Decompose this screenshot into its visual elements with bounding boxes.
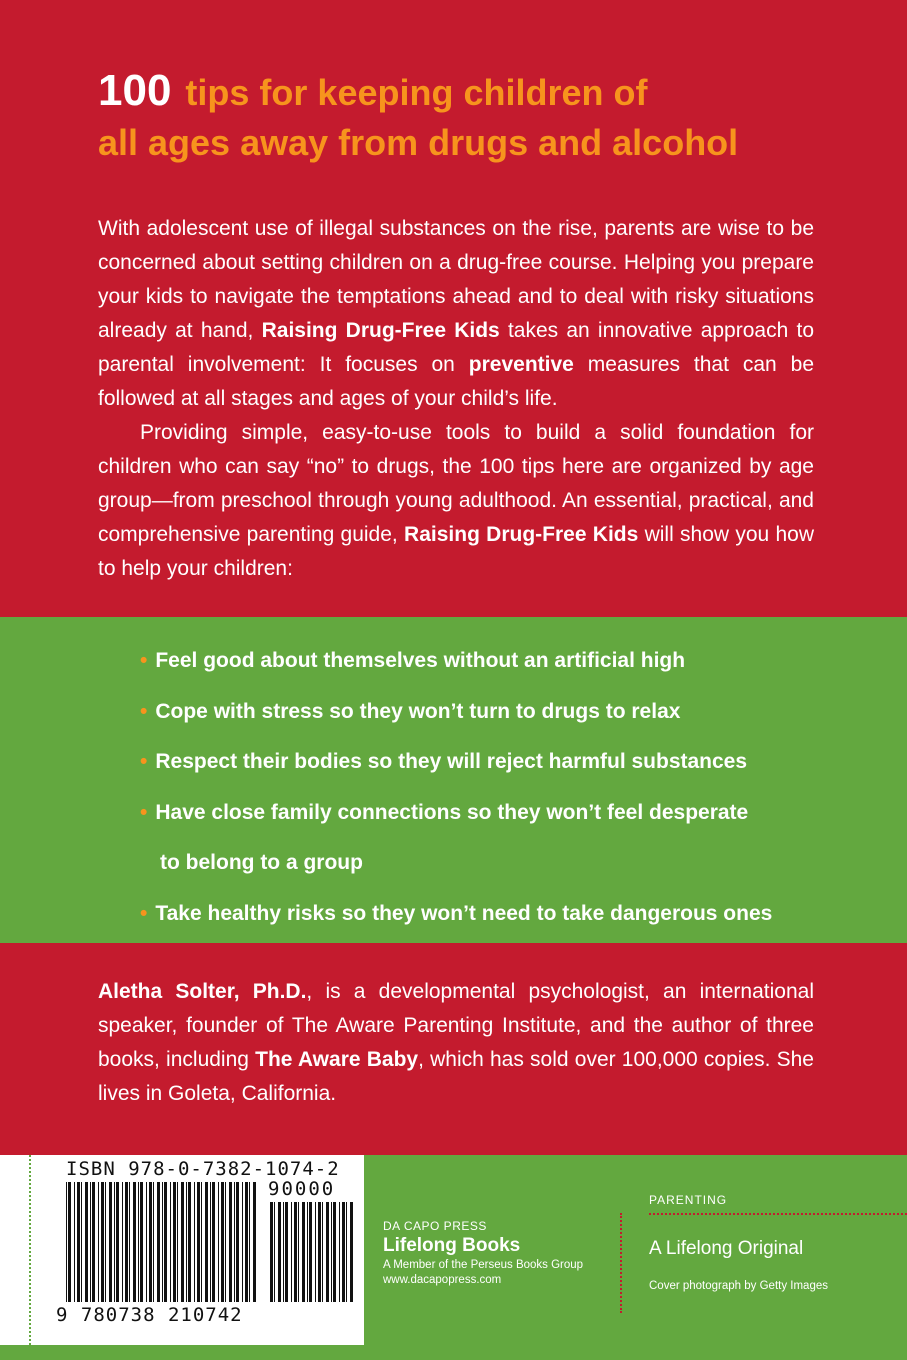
category-divider: [649, 1213, 907, 1215]
barcode-bar: [291, 1202, 292, 1302]
barcode-bar: [138, 1182, 139, 1302]
barcode-bar: [197, 1182, 200, 1302]
barcode-bar: [74, 1182, 75, 1302]
barcode-bar: [194, 1182, 195, 1302]
barcode-bar: [253, 1182, 256, 1302]
barcode-bar: [249, 1182, 250, 1302]
barcode-bar: [229, 1182, 232, 1302]
headline-line2: all ages away from drugs and alcohol: [98, 122, 739, 163]
barcode-bar: [285, 1202, 288, 1302]
barcode-bar: [109, 1182, 112, 1302]
list-item: [140, 737, 840, 788]
barcode-bar: [129, 1182, 130, 1302]
barcode-bar: [177, 1182, 178, 1302]
list-item-text: Respect their bodies so they will reject harmful substances: [155, 750, 748, 773]
publisher-group: A Member of the Perseus Books Group: [383, 1259, 584, 1271]
headline-number: 100: [98, 66, 172, 115]
barcode-bar: [92, 1182, 95, 1302]
barcode-bar: [212, 1182, 215, 1302]
intro-p1-text-a: With adolescent use of illegal substances on the rise, parents are wise to be concerned about setting children on a drug-free course. Helping you prepare your kids to navigate the temptations ahead and to deal with risky situations already at hand,: [98, 217, 814, 342]
barcode-bar: [122, 1182, 123, 1302]
bullet-icon: •: [140, 750, 148, 773]
barcode-bar: [339, 1202, 340, 1302]
bullet-icon: •: [140, 649, 148, 672]
barcode-bar: [294, 1202, 297, 1302]
addon-barcode: [270, 1202, 356, 1302]
barcode-bar: [170, 1182, 171, 1302]
barcode-bar: [350, 1202, 353, 1302]
barcode-bar: [302, 1202, 305, 1302]
barcode-bar: [125, 1182, 128, 1302]
barcode-bar: [81, 1182, 82, 1302]
bullet-icon: •: [140, 901, 148, 925]
barcode-bar: [234, 1182, 235, 1302]
bullet-icon: •: [140, 699, 148, 723]
list-item-text: Have close family connections so they won’t feel desperate: [155, 800, 749, 824]
list-item: [140, 687, 840, 738]
barcode-bar: [116, 1182, 119, 1302]
bullet-icon: •: [140, 800, 148, 824]
bio-text-a: , is a developmental psychologist, an international speaker, founder of The Aware Parenting Institute, and the author of three books, including: [98, 980, 814, 1071]
barcode-bar: [66, 1182, 67, 1302]
barcode-bar: [283, 1202, 284, 1302]
ean-digits: 9 780738 210742: [56, 1304, 243, 1326]
list-item-text: Cope with stress so they won’t turn to drugs to relax: [155, 699, 681, 723]
barcode-bar: [270, 1202, 273, 1302]
barcode-bar: [298, 1202, 299, 1302]
barcode-bar: [90, 1182, 91, 1302]
vertical-divider: [620, 1213, 622, 1313]
author-name: Aletha Solter, Ph.D.: [98, 980, 307, 1003]
barcode-bar: [68, 1182, 71, 1302]
barcode-bar: [225, 1182, 226, 1302]
barcode-bar: [236, 1182, 239, 1302]
price-code: 90000: [268, 1178, 336, 1200]
intro-paragraph-2: [98, 416, 814, 586]
barcode-bar: [309, 1202, 312, 1302]
barcode-bar: [105, 1182, 106, 1302]
intro-p2-text-a: Providing simple, easy-to-use tools to build a solid foundation for children who can say “no” to drugs, the 100 tips here are organized by age group—from preschool through young adulthood. An essential, practical, and comprehensive parenting guide,: [98, 421, 814, 546]
barcode-bar: [318, 1202, 321, 1302]
barcode-bar: [149, 1182, 152, 1302]
series-label: A Lifelong Original: [649, 1238, 804, 1259]
barcode-bar: [146, 1182, 147, 1302]
isbn-label: ISBN 978-0-7382-1074-2: [66, 1158, 340, 1180]
barcode-bar: [326, 1202, 329, 1302]
book-title: Raising Drug-Free Kids: [261, 319, 500, 342]
barcode-bar: [114, 1182, 115, 1302]
barcode-bar: [342, 1202, 345, 1302]
photo-credit: Cover photograph by Getty Images: [649, 1280, 828, 1292]
list-item-text: Feel good about themselves without an artificial high: [155, 649, 686, 672]
barcode-bar: [221, 1182, 224, 1302]
barcode-bar: [77, 1182, 80, 1302]
barcode-bar: [133, 1182, 136, 1302]
barcode-bar: [201, 1182, 202, 1302]
ean-barcode: [66, 1182, 258, 1302]
publisher-website: www.dacapopress.com: [383, 1274, 502, 1286]
barcode-bar: [315, 1202, 316, 1302]
bio-text-b: , which has sold over 100,000 copies. She lives in Goleta, California.: [98, 1048, 814, 1105]
barcode-bar: [101, 1182, 104, 1302]
barcode-bar: [331, 1202, 332, 1302]
barcode-bar: [346, 1202, 347, 1302]
barcode-bar: [274, 1202, 275, 1302]
publisher-block: [383, 1218, 583, 1288]
list-item: [140, 889, 840, 940]
intro-paragraph-1: [98, 212, 814, 416]
barcode-bar: [153, 1182, 154, 1302]
barcode-bar: [98, 1182, 99, 1302]
barcode-bar: [245, 1182, 248, 1302]
category-label: PARENTING: [649, 1193, 728, 1207]
barcode-bar: [186, 1182, 187, 1302]
barcode-bar: [157, 1182, 160, 1302]
list-item: [140, 788, 840, 839]
imprint-name: Lifelong Books: [383, 1235, 521, 1256]
barcode-bar: [173, 1182, 176, 1302]
barcode-bar: [85, 1182, 88, 1302]
barcode-bar: [210, 1182, 211, 1302]
intro-text: [98, 212, 814, 586]
author-book-title: The Aware Baby: [255, 1048, 419, 1071]
emphasis-preventive: preventive: [468, 353, 574, 376]
author-bio: [98, 975, 814, 1111]
headline: [98, 66, 858, 168]
benefits-list: [140, 636, 840, 939]
intro-p2-text-b: will show you how to help your children:: [98, 523, 815, 580]
barcode-bar: [140, 1182, 143, 1302]
barcode-bar: [162, 1182, 163, 1302]
barcode-bar: [164, 1182, 167, 1302]
barcode-dotted-border: [29, 1155, 31, 1345]
barcode-bar: [188, 1182, 191, 1302]
publisher-name: DA CAPO PRESS: [383, 1219, 487, 1233]
list-item-continuation: to belong to a group: [160, 851, 363, 874]
barcode-bar: [278, 1202, 281, 1302]
book-title: Raising Drug-Free Kids: [404, 523, 639, 546]
intro-p1-text-b: takes an innovative approach to parental involvement: It focuses on: [98, 319, 814, 376]
barcode-bar: [218, 1182, 219, 1302]
barcode-bar: [307, 1202, 308, 1302]
barcode-bar: [205, 1182, 208, 1302]
headline-line1: tips for keeping children of: [185, 72, 648, 113]
barcode-bar: [322, 1202, 323, 1302]
list-item-text: Take healthy risks so they won’t need to take dangerous ones: [155, 901, 773, 925]
barcode-bar: [181, 1182, 184, 1302]
barcode-bar: [242, 1182, 243, 1302]
barcode-bar: [333, 1202, 336, 1302]
list-item: [140, 636, 840, 687]
intro-p1-text-c: measures that can be followed at all stages and ages of your child’s life.: [98, 353, 814, 410]
